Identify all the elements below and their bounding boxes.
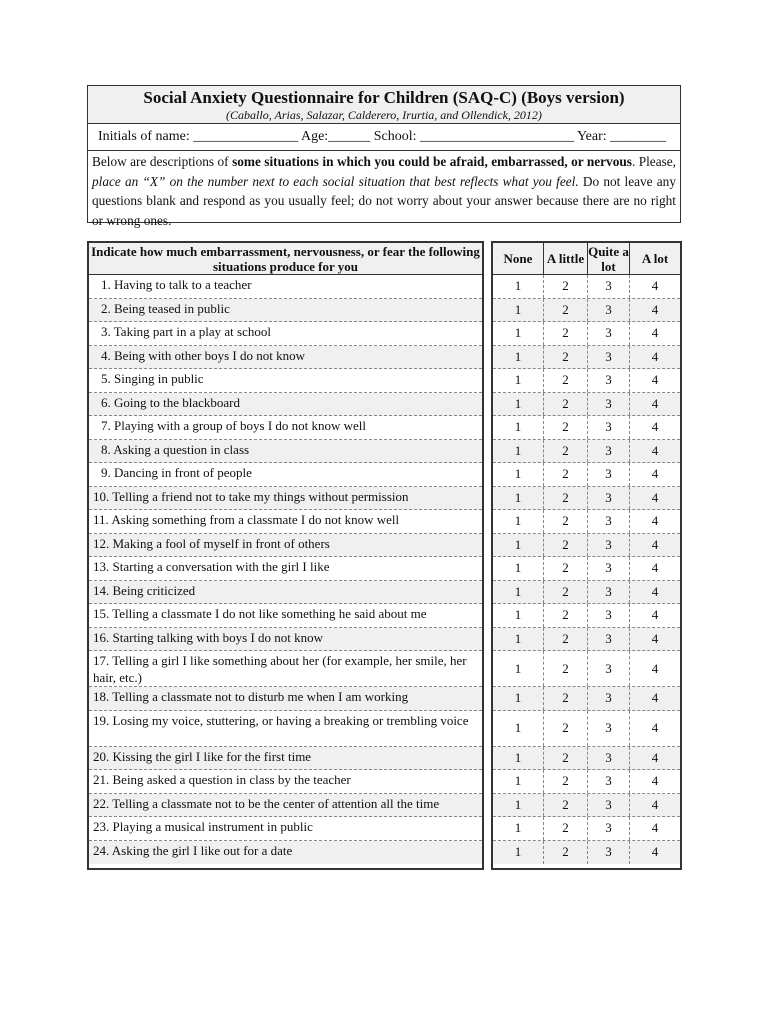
question-text: Making a fool of myself in front of others (112, 535, 330, 551)
answer-option-a-lot[interactable]: 4 (629, 275, 680, 298)
question-number: 3. (101, 324, 111, 339)
answer-row (493, 711, 680, 747)
answer-option-quite-a-lot[interactable]: 3 (587, 440, 629, 463)
answer-option-a-lot[interactable]: 4 (629, 747, 680, 770)
answer-option-none[interactable]: 1 (514, 513, 522, 529)
instructions (88, 151, 680, 230)
answer-row (493, 346, 680, 370)
answer-row (493, 275, 680, 299)
answer-option-a-little[interactable]: 2 (543, 604, 587, 627)
answer-option-none[interactable]: 1 (514, 660, 522, 676)
instructions-text-3: Do not leave any questions blank and respond as you usually feel; do not worry about your answer because there are no right or wrong ones. (92, 173, 676, 228)
question-row (89, 747, 482, 771)
question-row (89, 628, 482, 652)
answer-option-none[interactable]: 1 (514, 820, 522, 836)
answer-row (493, 794, 680, 818)
answer-option-quite-a-lot[interactable]: 3 (587, 510, 629, 533)
question-number: 23. (93, 819, 110, 834)
question-number: 22. (93, 795, 110, 811)
header-a-little: A little (543, 243, 587, 274)
question-row (89, 322, 482, 346)
answer-option-quite-a-lot[interactable]: 3 (587, 487, 629, 510)
answer-option-a-lot[interactable]: 4 (629, 510, 680, 533)
answer-option-a-lot[interactable]: 4 (629, 651, 680, 686)
answer-option-a-lot[interactable]: 4 (629, 687, 680, 710)
question-row (89, 651, 482, 687)
question-number: 13. (93, 559, 110, 574)
answer-option-a-little[interactable]: 2 (543, 770, 587, 793)
question-number: 7. (101, 418, 111, 433)
answer-option-a-lot[interactable]: 4 (629, 711, 680, 746)
answer-option-a-little[interactable]: 2 (543, 510, 587, 533)
answer-option-quite-a-lot[interactable]: 3 (587, 557, 629, 580)
answer-option-a-little[interactable]: 2 (543, 628, 587, 651)
answer-option-a-little[interactable]: 2 (543, 346, 587, 369)
answer-option-a-little[interactable]: 2 (543, 557, 587, 580)
answer-option-quite-a-lot[interactable]: 3 (587, 817, 629, 840)
answer-row (493, 487, 680, 511)
answer-option-quite-a-lot[interactable]: 3 (587, 393, 629, 416)
header-quite-a-lot: Quite a lot (588, 243, 629, 274)
answer-option-quite-a-lot[interactable]: 3 (587, 416, 629, 439)
answer-option-a-little[interactable]: 2 (543, 651, 587, 686)
answer-option-quite-a-lot[interactable]: 3 (587, 346, 629, 369)
answer-option-a-lot[interactable]: 4 (629, 440, 680, 463)
answer-option-quite-a-lot[interactable]: 3 (587, 687, 629, 710)
question-number: 17. (93, 653, 110, 668)
answer-option-a-lot[interactable]: 4 (629, 557, 680, 580)
answer-option-a-little[interactable]: 2 (543, 581, 587, 604)
question-text: Starting a conversation with the girl I like (112, 559, 330, 574)
question-row (89, 416, 482, 440)
question-number: 20. (93, 748, 110, 764)
answer-option-a-lot[interactable]: 4 (629, 463, 680, 486)
answer-option-a-lot[interactable]: 4 (629, 299, 680, 322)
question-row (89, 711, 482, 747)
answer-row (493, 510, 680, 534)
answers-header (493, 243, 680, 275)
question-text: Asking the girl I like out for a date (111, 842, 293, 858)
answer-option-none[interactable]: 1 (514, 607, 522, 623)
question-row (89, 487, 482, 511)
answer-option-a-lot[interactable]: 4 (629, 487, 680, 510)
question-text: Starting talking with boys I do not know (112, 629, 324, 645)
question-text: Dancing in front of people (114, 465, 252, 480)
answer-option-a-little[interactable]: 2 (543, 440, 587, 463)
answer-row (493, 463, 680, 487)
answer-row (493, 687, 680, 711)
answer-option-none[interactable]: 1 (514, 442, 522, 458)
answer-row (493, 534, 680, 558)
answer-option-quite-a-lot[interactable]: 3 (587, 275, 629, 298)
answer-option-quite-a-lot[interactable]: 3 (587, 369, 629, 392)
answer-option-a-little[interactable]: 2 (543, 841, 587, 865)
answer-option-a-little[interactable]: 2 (543, 687, 587, 710)
instructions-bold: some situations in which you could be afraid, embarrassed, or nervous (232, 154, 632, 169)
question-text: Having to talk to a teacher (114, 277, 252, 292)
answer-option-quite-a-lot[interactable]: 3 (587, 581, 629, 604)
answer-option-a-little[interactable]: 2 (543, 322, 587, 345)
question-text: Losing my voice, stuttering, or having a breaking or trembling voice (112, 712, 469, 728)
answer-option-a-lot[interactable]: 4 (629, 770, 680, 793)
questions-table (87, 241, 484, 870)
question-text: Being criticized (112, 582, 196, 598)
question-number: 8. (101, 441, 111, 457)
answer-option-none[interactable]: 1 (514, 560, 522, 576)
answer-option-a-lot[interactable]: 4 (629, 841, 680, 865)
answer-option-quite-a-lot[interactable]: 3 (587, 534, 629, 557)
questions-header: Indicate how much embarrassment, nervousness, or fear the following situations produce for you (89, 243, 482, 275)
question-number: 16. (93, 629, 110, 645)
answer-option-none[interactable]: 1 (514, 419, 522, 435)
respondent-info-fields[interactable]: Initials of name: _______________ Age:______ School: ______________________ Year: ________ (88, 124, 680, 151)
answer-option-a-lot[interactable]: 4 (629, 581, 680, 604)
answer-option-a-little[interactable]: 2 (543, 794, 587, 817)
instructions-text-2: . Please, (631, 154, 676, 169)
question-row (89, 463, 482, 487)
answer-option-none[interactable]: 1 (514, 690, 522, 706)
answer-option-none[interactable]: 1 (514, 278, 522, 294)
answer-option-a-lot[interactable]: 4 (629, 794, 680, 817)
question-text: Telling a classmate not to disturb me when I am working (112, 689, 409, 704)
answer-option-none[interactable]: 1 (514, 372, 522, 388)
question-number: 4. (101, 347, 111, 363)
answer-option-none[interactable]: 1 (514, 395, 522, 411)
answer-option-quite-a-lot[interactable]: 3 (587, 299, 629, 322)
question-number: 14. (93, 582, 110, 598)
question-number: 15. (93, 606, 110, 621)
answer-option-none[interactable]: 1 (514, 844, 522, 860)
question-text: Being with other boys I do not know (114, 347, 306, 363)
answer-option-a-lot[interactable]: 4 (629, 416, 680, 439)
answer-option-a-little[interactable]: 2 (543, 299, 587, 322)
answer-row (493, 770, 680, 794)
answer-row (493, 747, 680, 771)
answer-option-a-little[interactable]: 2 (543, 534, 587, 557)
question-number: 21. (93, 772, 110, 787)
question-text: Going to the blackboard (114, 394, 240, 410)
answer-option-none[interactable]: 1 (514, 630, 522, 646)
question-number: 12. (93, 535, 110, 551)
answers-table (491, 241, 682, 870)
question-row (89, 346, 482, 370)
answer-option-a-little[interactable]: 2 (543, 817, 587, 840)
question-row (89, 841, 482, 865)
page-title: Social Anxiety Questionnaire for Children (SAQ-C) (Boys version) (143, 88, 625, 107)
answer-option-none[interactable]: 1 (514, 536, 522, 552)
title-area (88, 86, 680, 124)
question-text: Taking part in a play at school (113, 324, 271, 339)
answer-option-a-lot[interactable]: 4 (629, 604, 680, 627)
answer-option-none[interactable]: 1 (514, 583, 522, 599)
answer-option-quite-a-lot[interactable]: 3 (587, 794, 629, 817)
answer-option-none[interactable]: 1 (514, 348, 522, 364)
answer-row (493, 440, 680, 464)
question-row (89, 581, 482, 605)
question-row (89, 687, 482, 711)
answer-row (493, 299, 680, 323)
answer-option-quite-a-lot[interactable]: 3 (587, 770, 629, 793)
answer-option-quite-a-lot[interactable]: 3 (587, 463, 629, 486)
answer-option-none[interactable]: 1 (514, 773, 522, 789)
question-row (89, 275, 482, 299)
answer-option-quite-a-lot[interactable]: 3 (587, 841, 629, 865)
answer-row (493, 841, 680, 865)
answer-option-a-little[interactable]: 2 (543, 416, 587, 439)
question-row (89, 794, 482, 818)
answer-option-none[interactable]: 1 (514, 720, 522, 735)
question-number: 11. (93, 512, 109, 527)
question-number: 1. (101, 277, 111, 292)
question-number: 24. (93, 842, 110, 858)
question-text: Telling a friend not to take my things without permission (112, 488, 409, 504)
question-number: 9. (101, 465, 111, 480)
answer-row (493, 817, 680, 841)
question-text: Playing a musical instrument in public (112, 819, 313, 834)
question-number: 5. (101, 371, 111, 386)
question-row (89, 299, 482, 323)
instructions-text-1: Below are descriptions of (92, 154, 233, 169)
question-row (89, 817, 482, 841)
question-number: 6. (101, 394, 111, 410)
answer-option-a-little[interactable]: 2 (543, 369, 587, 392)
answer-option-quite-a-lot[interactable]: 3 (587, 604, 629, 627)
question-text: Kissing the girl I like for the first time (112, 748, 312, 764)
answer-option-a-lot[interactable]: 4 (629, 628, 680, 651)
answer-option-a-lot[interactable]: 4 (629, 393, 680, 416)
answer-option-a-lot[interactable]: 4 (629, 346, 680, 369)
answer-option-none[interactable]: 1 (514, 301, 522, 317)
answer-row (493, 604, 680, 628)
question-row (89, 770, 482, 794)
answer-option-a-little[interactable]: 2 (543, 463, 587, 486)
question-text: Asking something from a classmate I do not know well (111, 512, 400, 527)
answer-option-quite-a-lot[interactable]: 3 (587, 322, 629, 345)
question-text: Asking a question in class (113, 441, 250, 457)
question-row (89, 604, 482, 628)
answer-row (493, 416, 680, 440)
answer-option-quite-a-lot[interactable]: 3 (587, 711, 629, 746)
question-text: Playing with a group of boys I do not know well (114, 418, 367, 433)
answer-option-none[interactable]: 1 (514, 749, 522, 765)
question-number: 19. (93, 712, 110, 728)
citation: (Caballo, Arias, Salazar, Calderero, Irurtia, and Ollendick, 2012) (226, 108, 542, 122)
answer-row (493, 557, 680, 581)
instructions-italic: place an “X” on the number next to each social situation that best reflects what you feel. (92, 173, 579, 189)
answer-option-none[interactable]: 1 (514, 489, 522, 505)
question-row (89, 393, 482, 417)
answer-option-none[interactable]: 1 (514, 325, 522, 341)
answer-row (493, 628, 680, 652)
question-row (89, 440, 482, 464)
answer-option-a-lot[interactable]: 4 (629, 817, 680, 840)
question-text: Being asked a question in class by the teacher (112, 772, 351, 787)
answer-option-a-lot[interactable]: 4 (629, 322, 680, 345)
answer-row (493, 393, 680, 417)
question-text: Being teased in public (114, 300, 230, 316)
answer-option-none[interactable]: 1 (514, 796, 522, 812)
answer-row (493, 651, 680, 687)
answer-row (493, 581, 680, 605)
question-text: Singing in public (114, 371, 204, 386)
header-a-lot: A lot (629, 243, 680, 274)
answer-option-a-little[interactable]: 2 (543, 275, 587, 298)
question-row (89, 369, 482, 393)
question-text: Telling a girl I like something about her (for example, her smile, her hair, etc.) (93, 653, 467, 685)
question-row (89, 510, 482, 534)
answer-option-none[interactable]: 1 (514, 466, 522, 482)
question-number: 10. (93, 488, 110, 504)
header-box (87, 85, 681, 228)
answer-option-quite-a-lot[interactable]: 3 (587, 628, 629, 651)
answer-row (493, 369, 680, 393)
question-row (89, 557, 482, 581)
answer-option-a-lot[interactable]: 4 (629, 534, 680, 557)
question-number: 18. (93, 689, 110, 704)
question-text: Telling a classmate I do not like something he said about me (112, 606, 427, 621)
question-text: Telling a classmate not to be the center of attention all the time (112, 795, 440, 811)
question-number: 2. (101, 300, 111, 316)
answer-row (493, 322, 680, 346)
question-row (89, 534, 482, 558)
answer-option-a-lot[interactable]: 4 (629, 369, 680, 392)
answer-option-a-little[interactable]: 2 (543, 487, 587, 510)
answer-option-quite-a-lot[interactable]: 3 (587, 651, 629, 686)
header-none: None (503, 251, 533, 266)
answer-option-quite-a-lot[interactable]: 3 (587, 747, 629, 770)
answer-option-a-little[interactable]: 2 (543, 711, 587, 746)
answer-option-a-little[interactable]: 2 (543, 747, 587, 770)
answer-option-a-little[interactable]: 2 (543, 393, 587, 416)
